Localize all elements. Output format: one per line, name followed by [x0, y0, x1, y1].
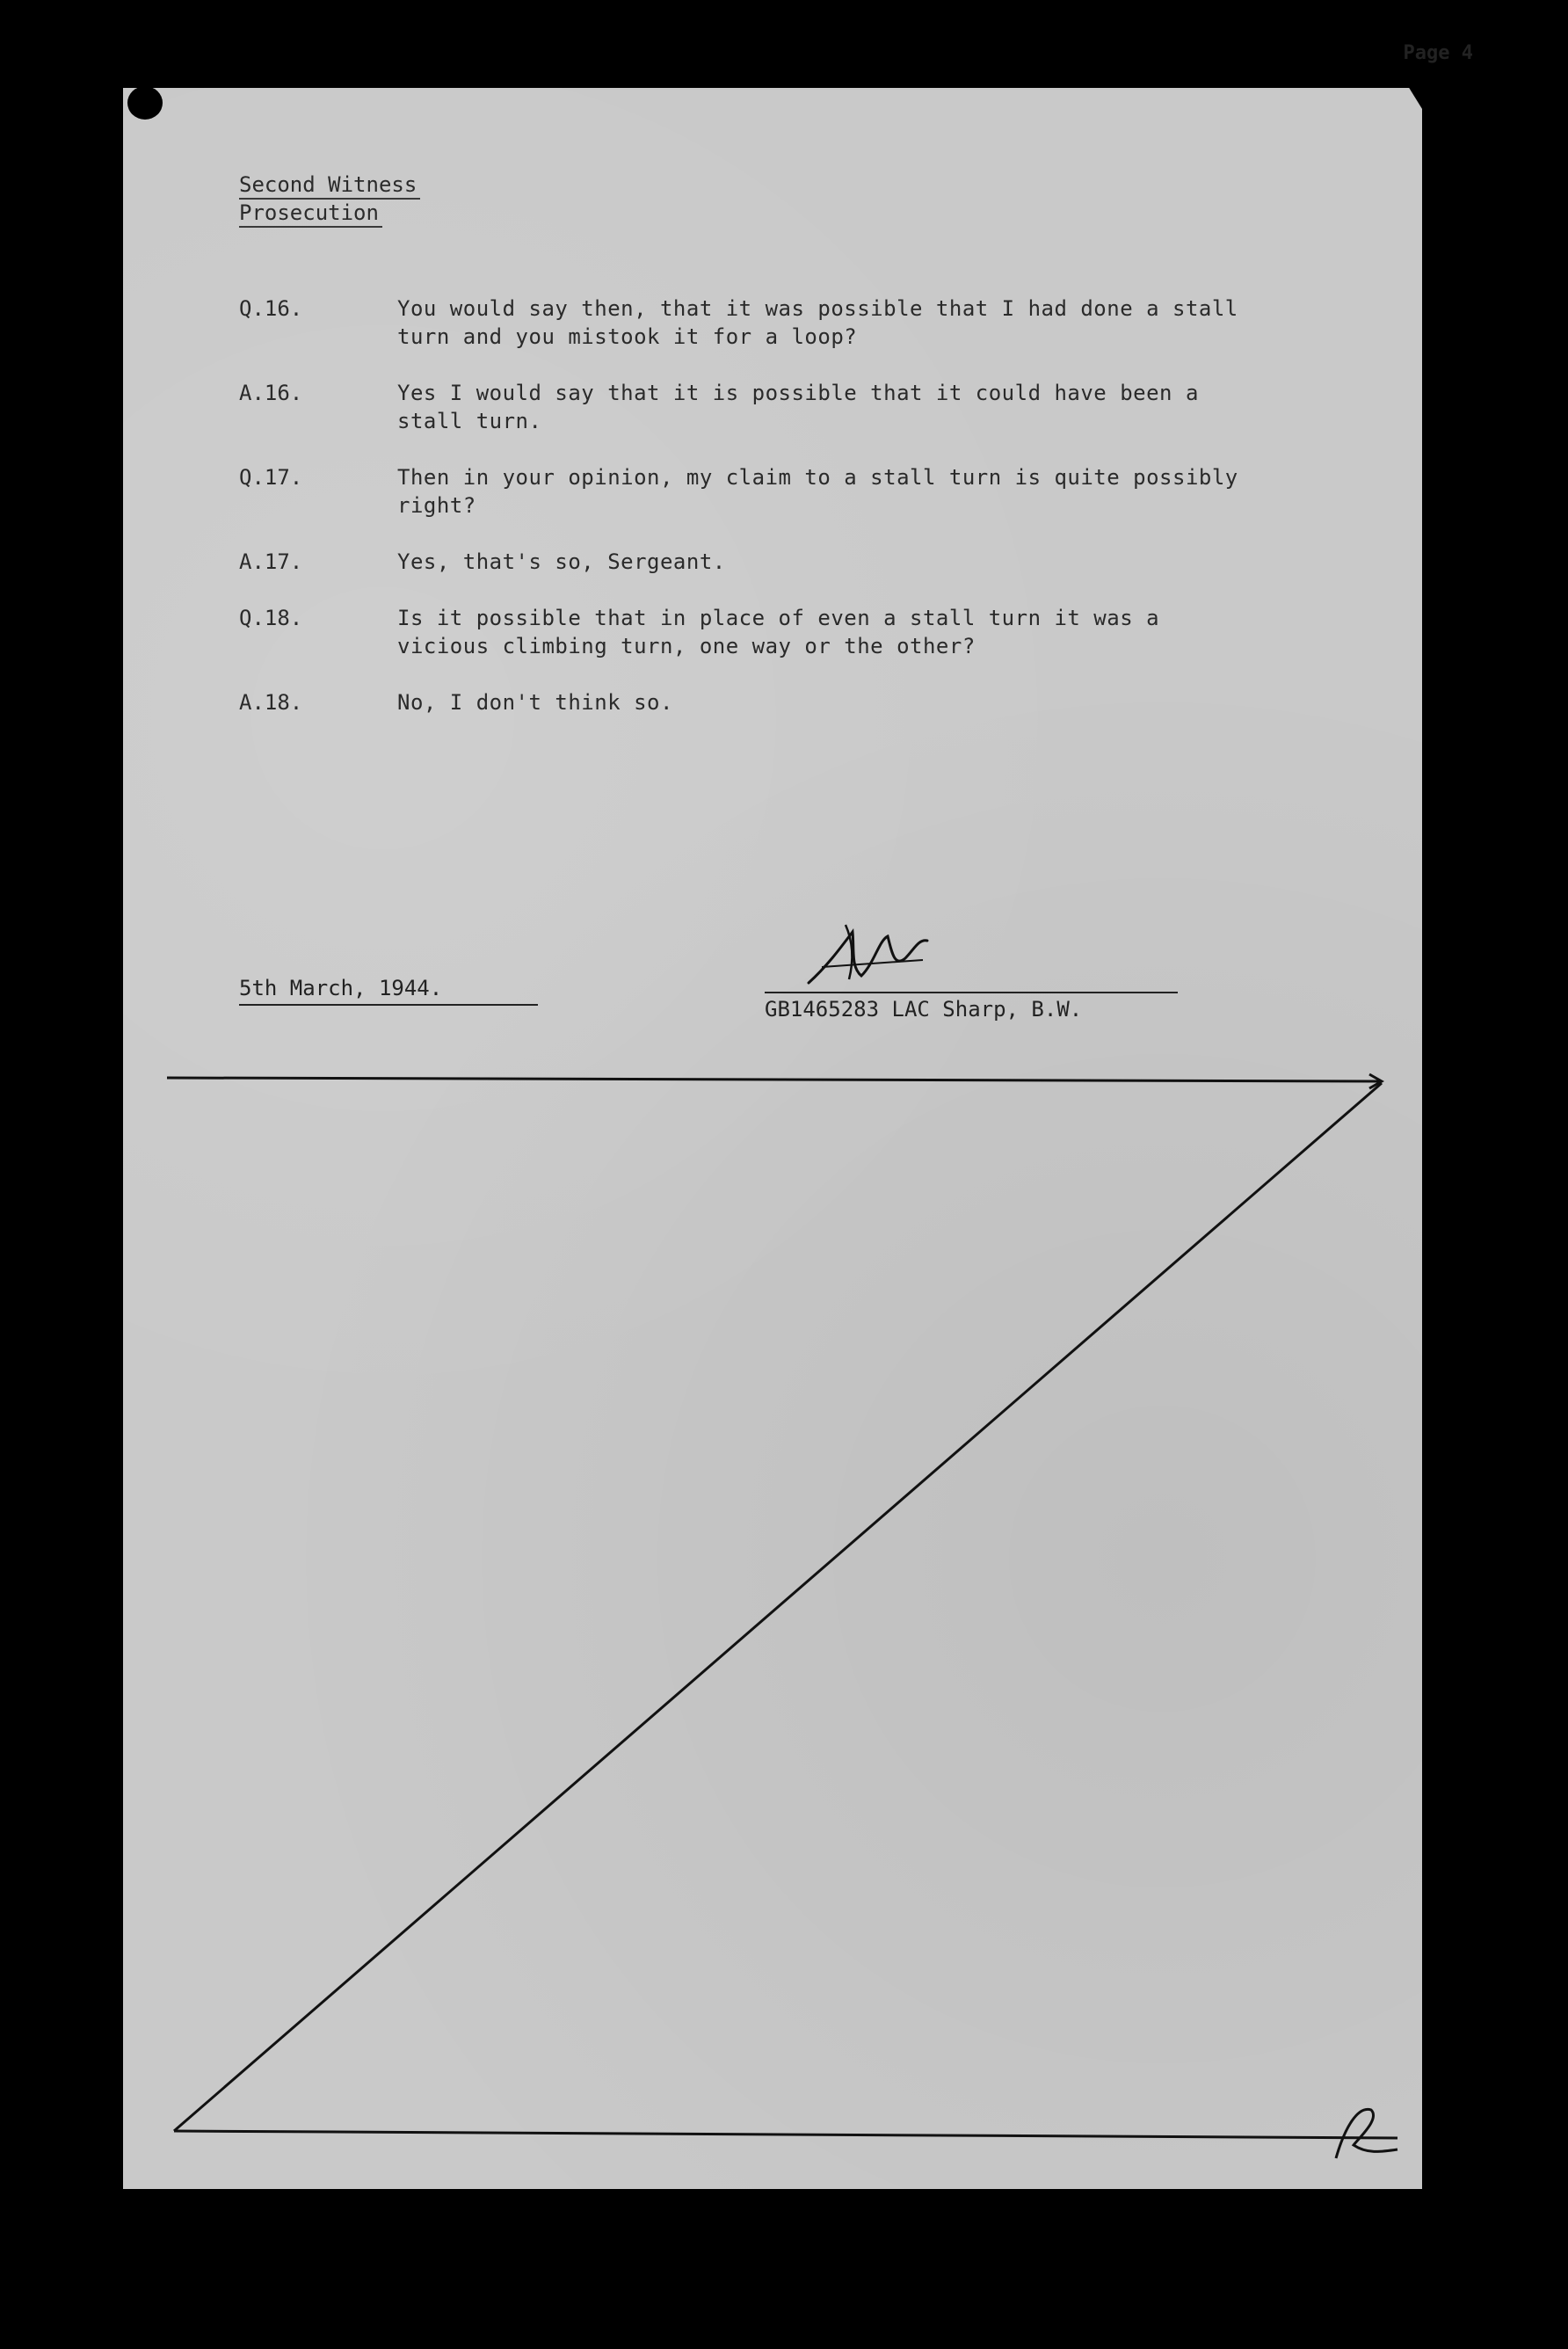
- page-number: Page 4: [1403, 42, 1473, 64]
- qa-text: Yes, that's so, Sergeant.: [397, 549, 726, 574]
- header-line: Second Witness: [239, 171, 420, 200]
- qa-label: Q.17.: [239, 465, 303, 490]
- qa-label: A.18.: [239, 690, 303, 715]
- qa-text: Is it possible that in place of even a stall turn it was a vicious climbing turn, one way or the other?: [397, 606, 1160, 658]
- qa-text: Then in your opinion, my claim to a stall turn is quite possibly right?: [397, 465, 1238, 518]
- qa-text: No, I don't think so.: [397, 690, 673, 715]
- signature-caption: GB1465283 LAC Sharp, B.W.: [765, 997, 1083, 1022]
- qa-label: Q.16.: [239, 296, 303, 321]
- qa-label: A.17.: [239, 549, 303, 574]
- qa-text: Yes I would say that it is possible that it could have been a stall turn.: [397, 381, 1199, 433]
- qa-text: You would say then, that it was possible that I had done a stall turn and you mistook it for a loop?: [397, 296, 1238, 349]
- header-line: Prosecution: [239, 200, 382, 228]
- signature-date: 5th March, 1944.: [239, 976, 538, 1006]
- qa-label: A.16.: [239, 381, 303, 405]
- qa-label: Q.18.: [239, 606, 303, 630]
